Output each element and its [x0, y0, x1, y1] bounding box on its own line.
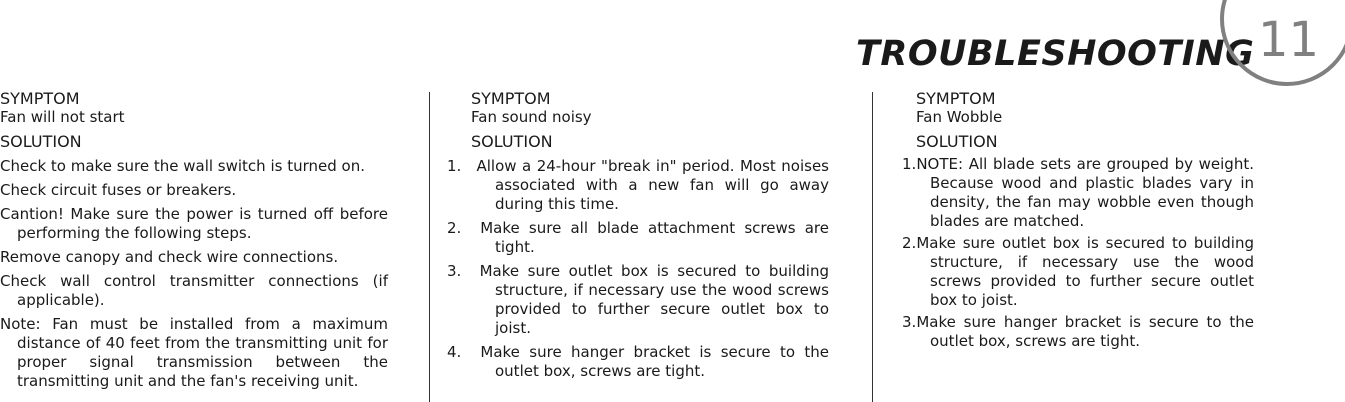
- item-text: Make sure hanger bracket is secure to the outlet box, screws are tight.: [480, 343, 829, 380]
- solution-item: [0, 248, 388, 267]
- item-text: Make sure hanger bracket is secure to the outlet box, screws are tight.: [916, 313, 1254, 350]
- column-divider: [429, 92, 430, 402]
- solution-item: [0, 157, 388, 176]
- symptom-label: SYMPTOM: [471, 89, 551, 108]
- solution-list: [447, 157, 830, 381]
- troubleshooting-column-3: [902, 89, 1254, 351]
- symptom-text: Fan will not start: [0, 108, 125, 126]
- item-text: Remove canopy and check wire connections.: [0, 248, 339, 266]
- solution-item: [0, 272, 388, 310]
- page-title: TROUBLESHOOTING: [856, 34, 1255, 74]
- solution-item: [0, 181, 388, 200]
- column-divider: [872, 92, 873, 402]
- item-text: Make sure outlet box is secured to building structure, if necessary use the wood screws provided to further secure outlet box to joist.: [916, 234, 1254, 309]
- solution-list: [0, 157, 388, 391]
- solution-item: 4. Make sure hanger bracket is secure to the outlet box, screws are tight.: [447, 343, 829, 380]
- item-text: Check circuit fuses or breakers.: [0, 181, 237, 199]
- solution-item: 3. Make sure outlet box is secured to building structure, if necessary use the wood screws provided to further secure outlet box to joist.: [447, 262, 829, 337]
- item-text: Make sure outlet box is secured to building structure, if necessary use the wood screws provided to further secure outlet box to joist.: [479, 262, 829, 337]
- solution-label: SOLUTION: [916, 132, 998, 151]
- item-text: Cantion! Make sure the power is turned off before performing the following steps.: [0, 205, 388, 242]
- symptom-label: SYMPTOM: [916, 89, 996, 108]
- page-number: 11: [1258, 12, 1320, 68]
- troubleshooting-column-2: [447, 89, 830, 381]
- item-text: Check wall control transmitter connections (if applicable).: [0, 272, 388, 309]
- item-text: NOTE: All blade sets are grouped by weight. Because wood and plastic blades vary in density, the fan may wobble even though blades are matched.: [916, 155, 1254, 230]
- solution-label: SOLUTION: [0, 132, 82, 151]
- solution-item: [0, 315, 388, 391]
- solution-label: SOLUTION: [471, 132, 553, 151]
- item-text: Make sure all blade attachment screws are tight.: [480, 219, 829, 256]
- symptom-text: Fan sound noisy: [471, 108, 592, 126]
- troubleshooting-column-1: [0, 90, 388, 391]
- solution-item: 2. Make sure all blade attachment screws are tight.: [447, 219, 829, 256]
- solution-item: [902, 155, 1254, 231]
- item-text: Allow a 24-hour "break in" period. Most noises associated with a new fan will go away during this time.: [476, 157, 830, 213]
- solution-item: 1. Allow a 24-hour "break in" period. Most noises associated with a new fan will go away during this time.: [447, 157, 830, 213]
- solution-item: [0, 205, 388, 243]
- symptom-text: Fan Wobble: [916, 108, 1003, 126]
- item-text: Check to make sure the wall switch is turned on.: [0, 157, 365, 175]
- solution-item: [902, 234, 1254, 310]
- symptom-label: SYMPTOM: [0, 89, 80, 108]
- solution-item: [902, 313, 1254, 351]
- solution-list: [902, 155, 1254, 351]
- item-text: Note: Fan must be installed from a maximum distance of 40 feet from the transmitting unit for proper signal transmission between the transmitting unit and the fan's receiving unit.: [0, 315, 388, 390]
